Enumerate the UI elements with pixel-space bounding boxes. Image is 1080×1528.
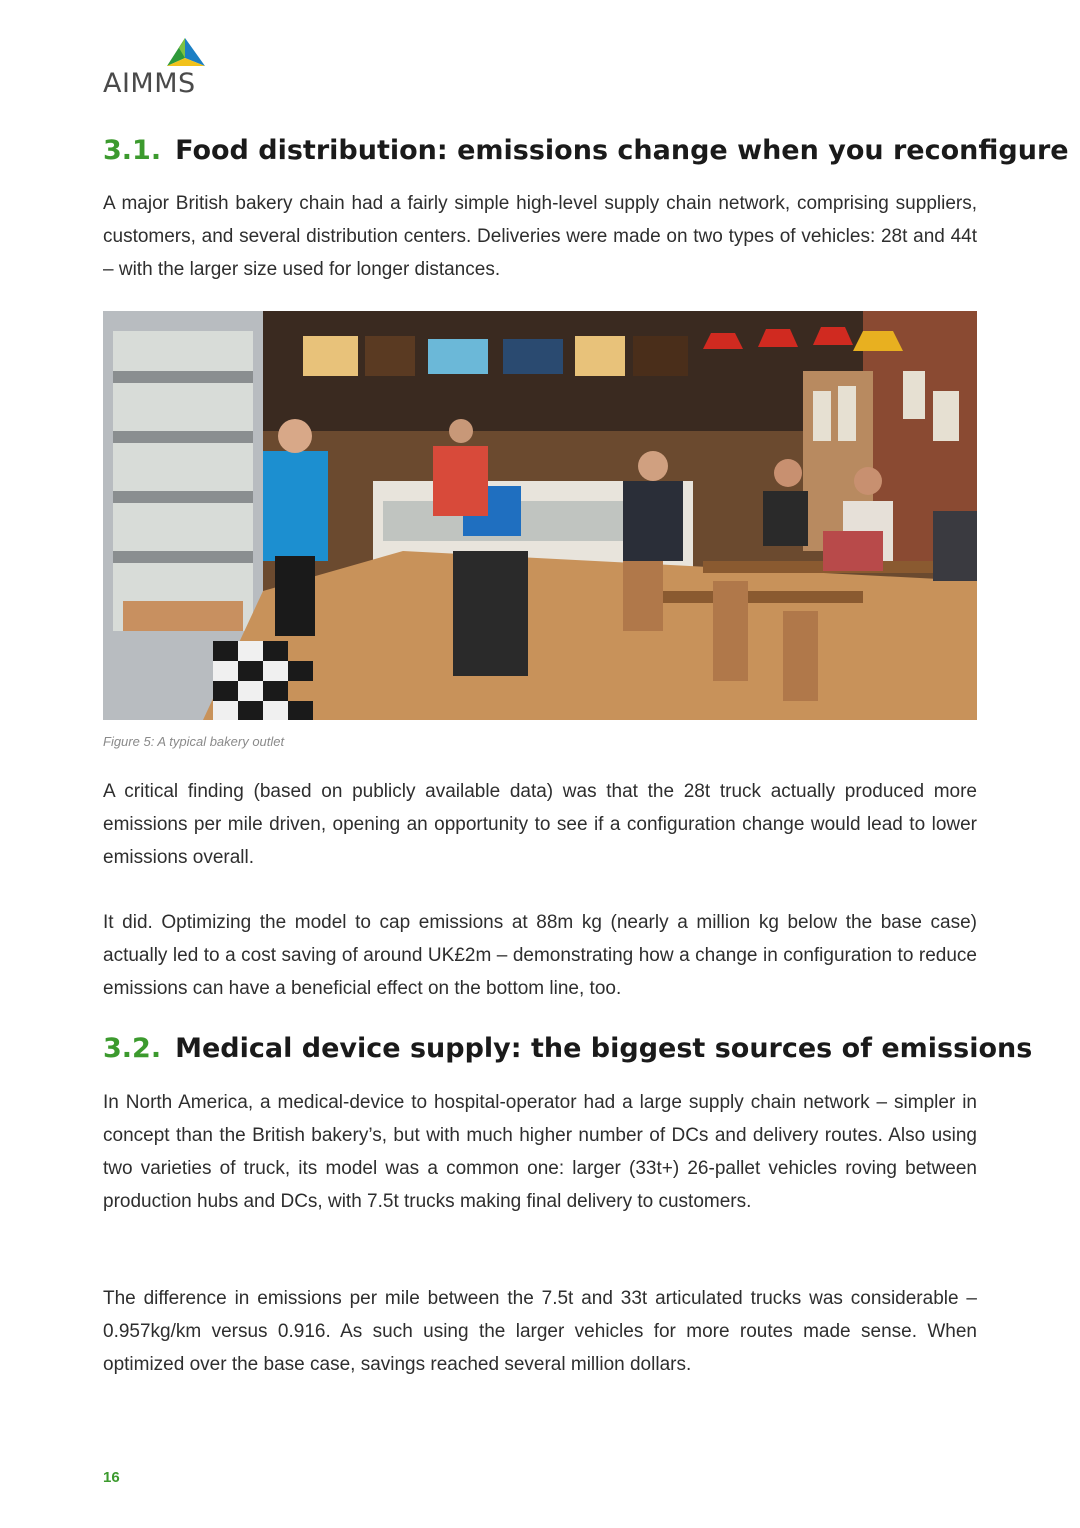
paragraph: A critical finding (based on publicly available data) was that the 28t truck actually produced more emissions per mile driven, opening an opportunity to see if a configuration change would lead to lower emissions overall.	[103, 781, 977, 868]
figure-caption: Figure 5: A typical bakery outlet	[103, 734, 285, 749]
section-number: 3.1.	[103, 135, 162, 166]
section-title: Food distribution: emissions change when you reconfigure	[175, 135, 1069, 166]
paragraph: The difference in emissions per mile between the 7.5t and 33t articulated trucks was considerable – 0.957kg/km versus 0.916. As such using the larger vehicles for more routes made sense. When optimized over the base case, savings reached several million dollars.	[103, 1288, 977, 1375]
page-number: 16	[103, 1469, 120, 1486]
section-title: Medical device supply: the biggest sources of emissions	[175, 1033, 1033, 1064]
paragraph: In North America, a medical-device to hospital-operator had a large supply chain network – simpler in concept than the British bakery’s, but with much higher number of DCs and delivery routes. Also using two varieties of truck, its model was a common one: larger (33t+) 26-pallet vehicles roving between production hubs and DCs, with 7.5t trucks making final delivery to customers.	[103, 1092, 977, 1212]
section-heading-3-2	[103, 1033, 1032, 1064]
aimms-logo	[103, 38, 213, 98]
section-heading-3-1	[103, 135, 1069, 166]
section-number: 3.2.	[103, 1033, 162, 1064]
paragraph: It did. Optimizing the model to cap emissions at 88m kg (nearly a million kg below the base case) actually led to a cost saving of around UK£2m – demonstrating how a change in configuration to reduce emissions can have a beneficial effect on the bottom line, too.	[103, 912, 977, 999]
logo-text: AIMMS	[103, 68, 196, 99]
logo-triangle-icon	[165, 38, 209, 68]
bakery-outlet-photo	[103, 311, 977, 720]
paragraph: A major British bakery chain had a fairly simple high-level supply chain network, comprising suppliers, customers, and several distribution centers. Deliveries were made on two types of vehicles: 28t and 44t – with the larger size used for longer distances.	[103, 193, 977, 280]
